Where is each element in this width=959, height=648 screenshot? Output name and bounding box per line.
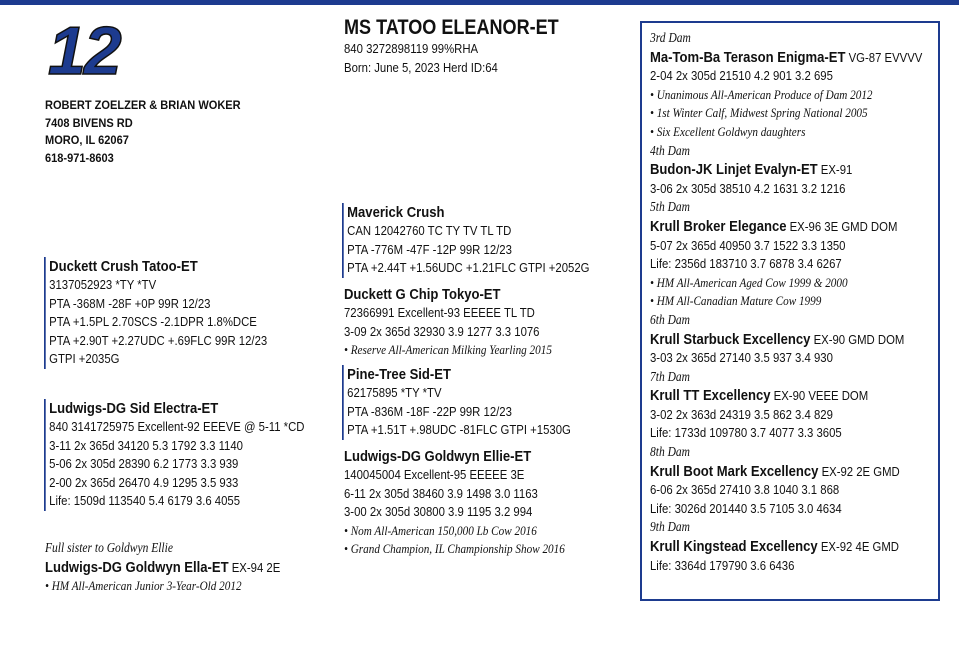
dam-sire-name: Pine-Tree Sid-ET	[347, 366, 451, 383]
pedigree-note: • HM All-American Aged Cow 1999 & 2000	[650, 274, 848, 290]
sire-sire-name: Maverick Crush	[347, 204, 445, 221]
sire-line: PTA +2.90T +2.27UDC +.69FLC 99R 12/23	[49, 332, 268, 348]
full-sister-block	[45, 539, 280, 596]
pedigree-name: Krull Kingstead Excellency	[650, 538, 818, 556]
lot-number: 12	[48, 13, 120, 89]
dam-dam-name: Ludwigs-DG Goldwyn Ellie-ET	[344, 448, 532, 465]
animal-name: MS TATOO ELEANOR-ET	[344, 16, 559, 39]
sire-sire-line: PTA -776M -47F -12P 99R 12/23	[347, 241, 512, 257]
pedigree-name: Krull Boot Mark Excellency	[650, 462, 819, 480]
pedigree-score: EX-92 4E GMD	[817, 539, 899, 555]
top-accent-bar	[0, 0, 959, 5]
sire-dam-note: • Reserve All-American Milking Yearling 2015	[344, 342, 552, 358]
pedigree-label: 8th Dam	[650, 444, 690, 460]
dam-line: 3-11 2x 365d 34120 5.3 1792 3.3 1140	[49, 437, 243, 453]
pedigree-label: 7th Dam	[650, 368, 690, 384]
sire-sire-line: PTA +2.44T +1.56UDC +1.21FLC GTPI +2052G	[347, 260, 590, 276]
dam-sire-line: 62175895 *TY *TV	[347, 385, 442, 400]
pedigree-record: 6-06 2x 365d 27410 3.8 1040 3.1 868	[650, 482, 840, 498]
dam-line: Life: 1509d 113540 5.4 6179 3.6 4055	[49, 493, 241, 509]
dam-line: 2-00 2x 365d 26470 4.9 1295 3.5 933	[49, 474, 239, 490]
dam-dam-block	[344, 447, 565, 559]
pedigree-label: 5th Dam	[650, 199, 690, 215]
dam-line: 840 3141725975 Excellent-92 EEEVE @ 5-11 *CD	[49, 419, 305, 434]
pedigree-name: Krull Broker Elegance	[650, 217, 787, 235]
consignor-name: ROBERT ZOELZER & BRIAN WOKER	[45, 98, 241, 112]
animal-header	[344, 16, 559, 77]
pedigree-name: Krull Starbuck Excellency	[650, 330, 811, 348]
sire-block	[44, 257, 267, 369]
sire-line: GTPI +2035G	[49, 351, 120, 367]
pedigree-score: VG-87 EVVVV	[845, 49, 923, 65]
pedigree-record: Life: 3026d 201440 3.5 7105 3.0 4634	[650, 500, 842, 516]
full-sister-score: EX-94 2E	[228, 559, 281, 575]
sire-line: PTA -368M -28F +0P 99R 12/23	[49, 295, 211, 311]
pedigree-score: EX-92 2E GMD	[818, 463, 900, 479]
sire-line: PTA +1.5PL 2.70SCS -2.1DPR 1.8%DCE	[49, 314, 257, 330]
dam-block	[44, 399, 304, 511]
dam-sire-line: PTA +1.51T +.98UDC -81FLC GTPI +1530G	[347, 422, 571, 438]
pedigree-record: Life: 1733d 109780 3.7 4077 3.3 3605	[650, 425, 842, 441]
pedigree-record: 3-06 2x 305d 38510 4.2 1631 3.2 1216	[650, 180, 846, 196]
dam-line: 5-06 2x 305d 28390 6.2 1773 3.3 939	[49, 456, 239, 472]
dam-name: Ludwigs-DG Sid Electra-ET	[49, 400, 219, 417]
sire-sire-line: CAN 12042760 TC TY TV TL TD	[347, 223, 512, 238]
sire-name: Duckett Crush Tatoo-ET	[49, 258, 198, 275]
consignor-city: MORO, IL 62067	[45, 133, 129, 147]
sire-sire-block	[342, 203, 589, 278]
pedigree-label: 9th Dam	[650, 519, 690, 535]
pedigree-label: 4th Dam	[650, 142, 690, 158]
sire-dam-line: 72366991 Excellent-93 EEEEE TL TD	[344, 305, 535, 320]
pedigree-record: 3-03 2x 365d 27140 3.5 937 3.4 930	[650, 350, 833, 366]
pedigree-score: EX-96 3E GMD DOM	[786, 218, 898, 234]
dam-sire-line: PTA -836M -18F -22P 99R 12/23	[347, 403, 512, 419]
pedigree-score: EX-90 GMD DOM	[810, 331, 905, 347]
pedigree-note: • 1st Winter Calf, Midwest Spring National 2005	[650, 105, 868, 121]
consignor-phone: 618-971-8603	[45, 150, 114, 165]
pedigree-note: • Unanimous All-American Produce of Dam 2012	[650, 86, 873, 102]
pedigree-record: 3-02 2x 363d 24319 3.5 862 3.4 829	[650, 406, 833, 422]
sire-line: 3137052923 *TY *TV	[49, 277, 157, 292]
pedigree-score: EX-90 VEEE DOM	[770, 388, 869, 404]
full-sister-name: Ludwigs-DG Goldwyn Ella-ET	[45, 558, 229, 576]
sire-dam-block	[344, 285, 552, 360]
full-sister-label: Full sister to Goldwyn Ellie	[45, 540, 173, 555]
pedigree-name: Krull TT Excellency	[650, 387, 771, 405]
dam-dam-line: 140045004 Excellent-95 EEEEE 3E	[344, 467, 525, 482]
pedigree-label: 3rd Dam	[650, 30, 691, 45]
pedigree-score: EX-91	[817, 162, 853, 178]
animal-born: Born: June 5, 2023 Herd ID:64	[344, 59, 498, 75]
pedigree-label: 6th Dam	[650, 311, 690, 327]
dam-dam-note: • Nom All-American 150,000 Lb Cow 2016	[344, 522, 537, 538]
animal-registration: 840 3272898119 99%RHA	[344, 41, 479, 56]
dam-dam-line: 6-11 2x 305d 38460 3.9 1498 3.0 1163	[344, 485, 538, 501]
pedigree-note: • Six Excellent Goldwyn daughters	[650, 123, 806, 139]
sire-dam-line: 3-09 2x 365d 32930 3.9 1277 3.3 1076	[344, 323, 540, 339]
dam-dam-line: 3-00 2x 305d 30800 3.9 1195 3.2 994	[344, 504, 533, 520]
extended-pedigree	[650, 29, 922, 575]
pedigree-record: Life: 2356d 183710 3.7 6878 3.4 6267	[650, 256, 842, 272]
dam-dam-note: • Grand Champion, IL Championship Show 2016	[344, 541, 565, 557]
consignor-block	[45, 97, 241, 167]
pedigree-name: Ma-Tom-Ba Terason Enigma-ET	[650, 48, 846, 66]
pedigree-record: Life: 3364d 179790 3.6 6436	[650, 557, 795, 573]
consignor-street: 7408 BIVENS RD	[45, 115, 133, 130]
dam-sire-block	[342, 365, 571, 440]
pedigree-record: 5-07 2x 365d 40950 3.7 1522 3.3 1350	[650, 237, 846, 253]
pedigree-note: • HM All-Canadian Mature Cow 1999	[650, 293, 822, 309]
full-sister-note: • HM All-American Junior 3-Year-Old 2012	[45, 578, 242, 594]
pedigree-name: Budon-JK Linjet Evalyn-ET	[650, 161, 818, 179]
pedigree-record: 2-04 2x 305d 21510 4.2 901 3.2 695	[650, 68, 833, 84]
sire-dam-name: Duckett G Chip Tokyo-ET	[344, 286, 501, 303]
